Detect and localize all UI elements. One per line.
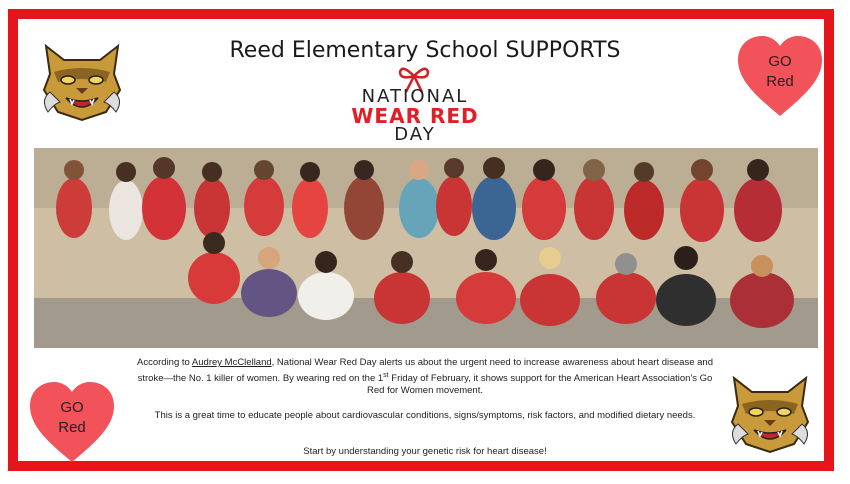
paragraph1-suffix: Friday of February, it shows support for the American Heart Association's Go Red for Women movement.: [367, 372, 713, 397]
author-link[interactable]: Audrey McClelland: [191, 357, 272, 368]
paragraph1-middle: , National Wear Red Day alerts us about the urgent need to increase awareness about heart disease and stroke—the No. 1 killer of women. By wearing red on the 1: [137, 357, 713, 384]
paragraph1-prefix: According to: [137, 357, 192, 368]
logo-line-day: DAY: [394, 124, 436, 145]
logo-line-wear-red: WEAR RED: [351, 104, 479, 128]
go-red-heart-bottom: [28, 380, 116, 464]
heart-label-red: Red: [766, 73, 794, 90]
wildcat-mascot-icon: [724, 370, 816, 454]
flyer-title: Reed Elementary School SUPPORTS: [229, 38, 621, 63]
go-red-heart-top: [736, 34, 824, 118]
heart-label-go: GO: [60, 399, 84, 416]
group-photo: [34, 148, 818, 348]
paragraph-genetic-risk: Start by understanding your genetic risk for heart disease!: [303, 446, 547, 457]
heart-label-go: GO: [768, 53, 792, 70]
paragraph-educate: This is a great time to educate people about cardiovascular conditions, signs/symptoms, risk factors, and modified dietary needs.: [154, 410, 696, 421]
logo-line-national: NATIONAL: [361, 86, 469, 107]
national-wear-red-day-logo: [340, 88, 490, 144]
paragraph1-superscript: st: [383, 371, 389, 379]
paragraph-awareness: [130, 357, 720, 398]
heart-label-red: Red: [58, 419, 86, 436]
